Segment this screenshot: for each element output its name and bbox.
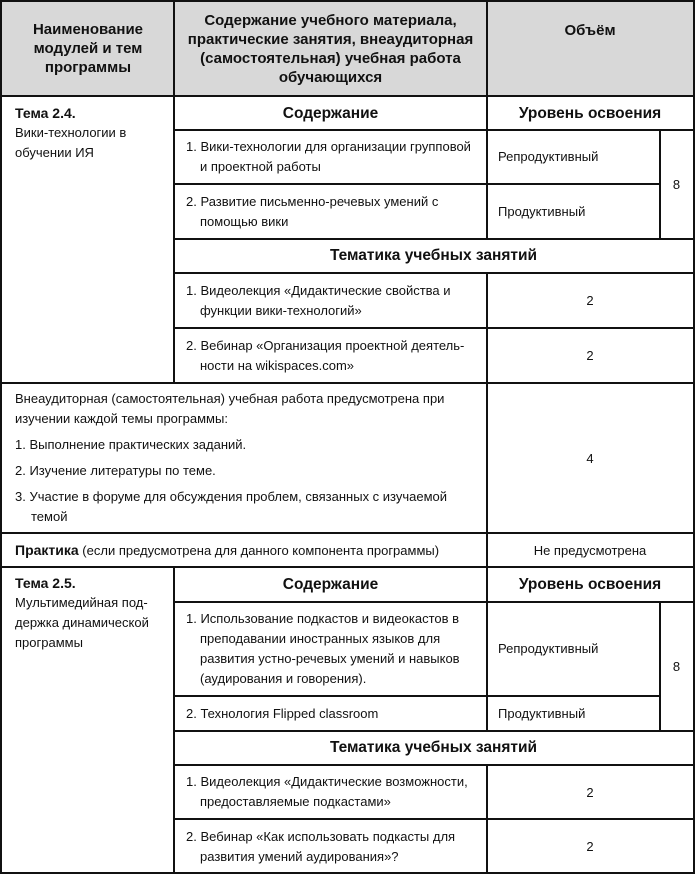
grid-line xyxy=(0,566,695,568)
practice-note: (если предусмотрена для данного компонента программы) xyxy=(82,542,440,558)
grid-line xyxy=(174,601,695,603)
topic-2-5-level-value: Продуктивный xyxy=(498,705,586,721)
topic-2-5-lesson-item: 1. Видеолекция «Дидактические возможности, предоставляемые подкастами» xyxy=(186,774,468,809)
grid-line xyxy=(174,183,487,185)
topic-2-5-description: Мультимедийная под-держка динамической программы xyxy=(15,595,149,650)
grid-line xyxy=(0,532,695,534)
topic-2-5-level-value: Репродуктивный xyxy=(498,641,599,656)
topic-2-5-content-header: Содержание xyxy=(282,575,379,593)
header-col-volume: Объём xyxy=(564,22,616,39)
topic-2-4-cell xyxy=(2,97,174,383)
grid-line xyxy=(486,764,488,874)
grid-line xyxy=(486,272,488,730)
topic-2-5-content-item: 1. Использование подкастов и видеокастов в преподавании иностранных языков для развития устно-речевых умений и навыков (аудирования и говорения). xyxy=(186,611,460,686)
topic-2-4-level-value: Продуктивный xyxy=(498,203,586,219)
topic-2-4-content-header: Содержание xyxy=(282,104,379,122)
topic-2-5-content-item: 2. Технология Flipped classroom xyxy=(186,705,379,721)
grid-line xyxy=(173,0,175,384)
extracurricular-item: 3. Участие в форуме для обсуждения проблем, связанных с изучаемой темой xyxy=(15,489,448,524)
grid-line xyxy=(659,129,661,239)
topic-2-5-content-volume: 8 xyxy=(672,659,681,674)
topic-2-4-description: Вики-технологии в обучении ИЯ xyxy=(15,125,127,160)
grid-line xyxy=(0,95,695,97)
topic-2-4-lesson-volume: 2 xyxy=(586,293,594,308)
extracurricular-description: Внеаудиторная (самостоятельная) учебная работа предусмотрена при изучении каждой темы программы: 1. Выполнение практических заданий. 2. Изучение литературы по теме. 3. Участие в форуме для обсуждения проблем, связанных с изучаемой темой xyxy=(2,383,487,533)
grid-line xyxy=(174,764,695,766)
topic-2-4-lesson-item: 2. Вебинар «Организация проектной деятель-ности на wikispaces.com» xyxy=(186,337,465,373)
topic-2-5-lesson-volume: 2 xyxy=(586,784,594,800)
grid-line xyxy=(174,272,695,274)
grid-line xyxy=(174,238,695,240)
header-col-content: Содержание учебного материала, практические занятия, внеаудиторная (самостоятельная) учебная работа обучающихся xyxy=(187,11,474,86)
extracurricular-item: 2. Изучение литературы по теме. xyxy=(15,463,216,478)
topic-2-4-lessons-header: Тематика учебных занятий xyxy=(329,247,538,264)
topic-2-4-content-item: 2. Развитие письменно-речевых умений с помощью вики xyxy=(186,193,439,229)
grid-line xyxy=(487,183,660,185)
grid-line xyxy=(174,129,695,131)
topic-2-5-title: Тема 2.5. xyxy=(15,575,76,591)
practice-row xyxy=(2,533,487,567)
header-col-modules: Наименование модулей и тем программы xyxy=(32,21,144,76)
topic-2-4-content-volume: 8 xyxy=(672,177,681,192)
grid-line xyxy=(174,327,695,329)
grid-line xyxy=(0,382,695,384)
grid-line xyxy=(174,695,660,697)
topic-2-4-lesson-item: 1. Видеолекция «Дидактические свойства и функции вики-технологий» xyxy=(186,282,451,318)
practice-label: Практика xyxy=(15,542,79,558)
grid-line xyxy=(174,818,695,820)
topic-2-4-level-value: Репродуктивный xyxy=(498,149,599,164)
grid-line xyxy=(173,566,175,874)
topic-2-4-lesson-volume: 2 xyxy=(586,348,594,363)
topic-2-5-lesson-volume: 2 xyxy=(586,839,594,854)
topic-2-5-level-header: Уровень освоения xyxy=(518,575,662,593)
topic-2-4-content-item: 1. Вики-технологии для организации групповой и проектной работы xyxy=(186,139,471,174)
topic-2-4-level-header: Уровень освоения xyxy=(518,104,662,122)
grid-line xyxy=(0,0,2,874)
topic-2-4-title: Тема 2.4. xyxy=(15,105,76,121)
extracurricular-item: 1. Выполнение практических заданий. xyxy=(15,437,247,452)
grid-line xyxy=(659,601,661,731)
grid-line xyxy=(174,730,695,732)
extracurricular-volume: 4 xyxy=(586,450,594,466)
topic-2-5-lessons-header: Тематика учебных занятий xyxy=(329,739,538,756)
grid-line xyxy=(486,0,488,240)
topic-2-5-cell xyxy=(2,567,174,874)
topic-2-5-lesson-item: 2. Вебинар «Как использовать подкасты для развития умений аудирования»? xyxy=(186,828,456,864)
practice-value: Не предусмотрена xyxy=(533,542,647,558)
grid-line xyxy=(0,0,695,2)
